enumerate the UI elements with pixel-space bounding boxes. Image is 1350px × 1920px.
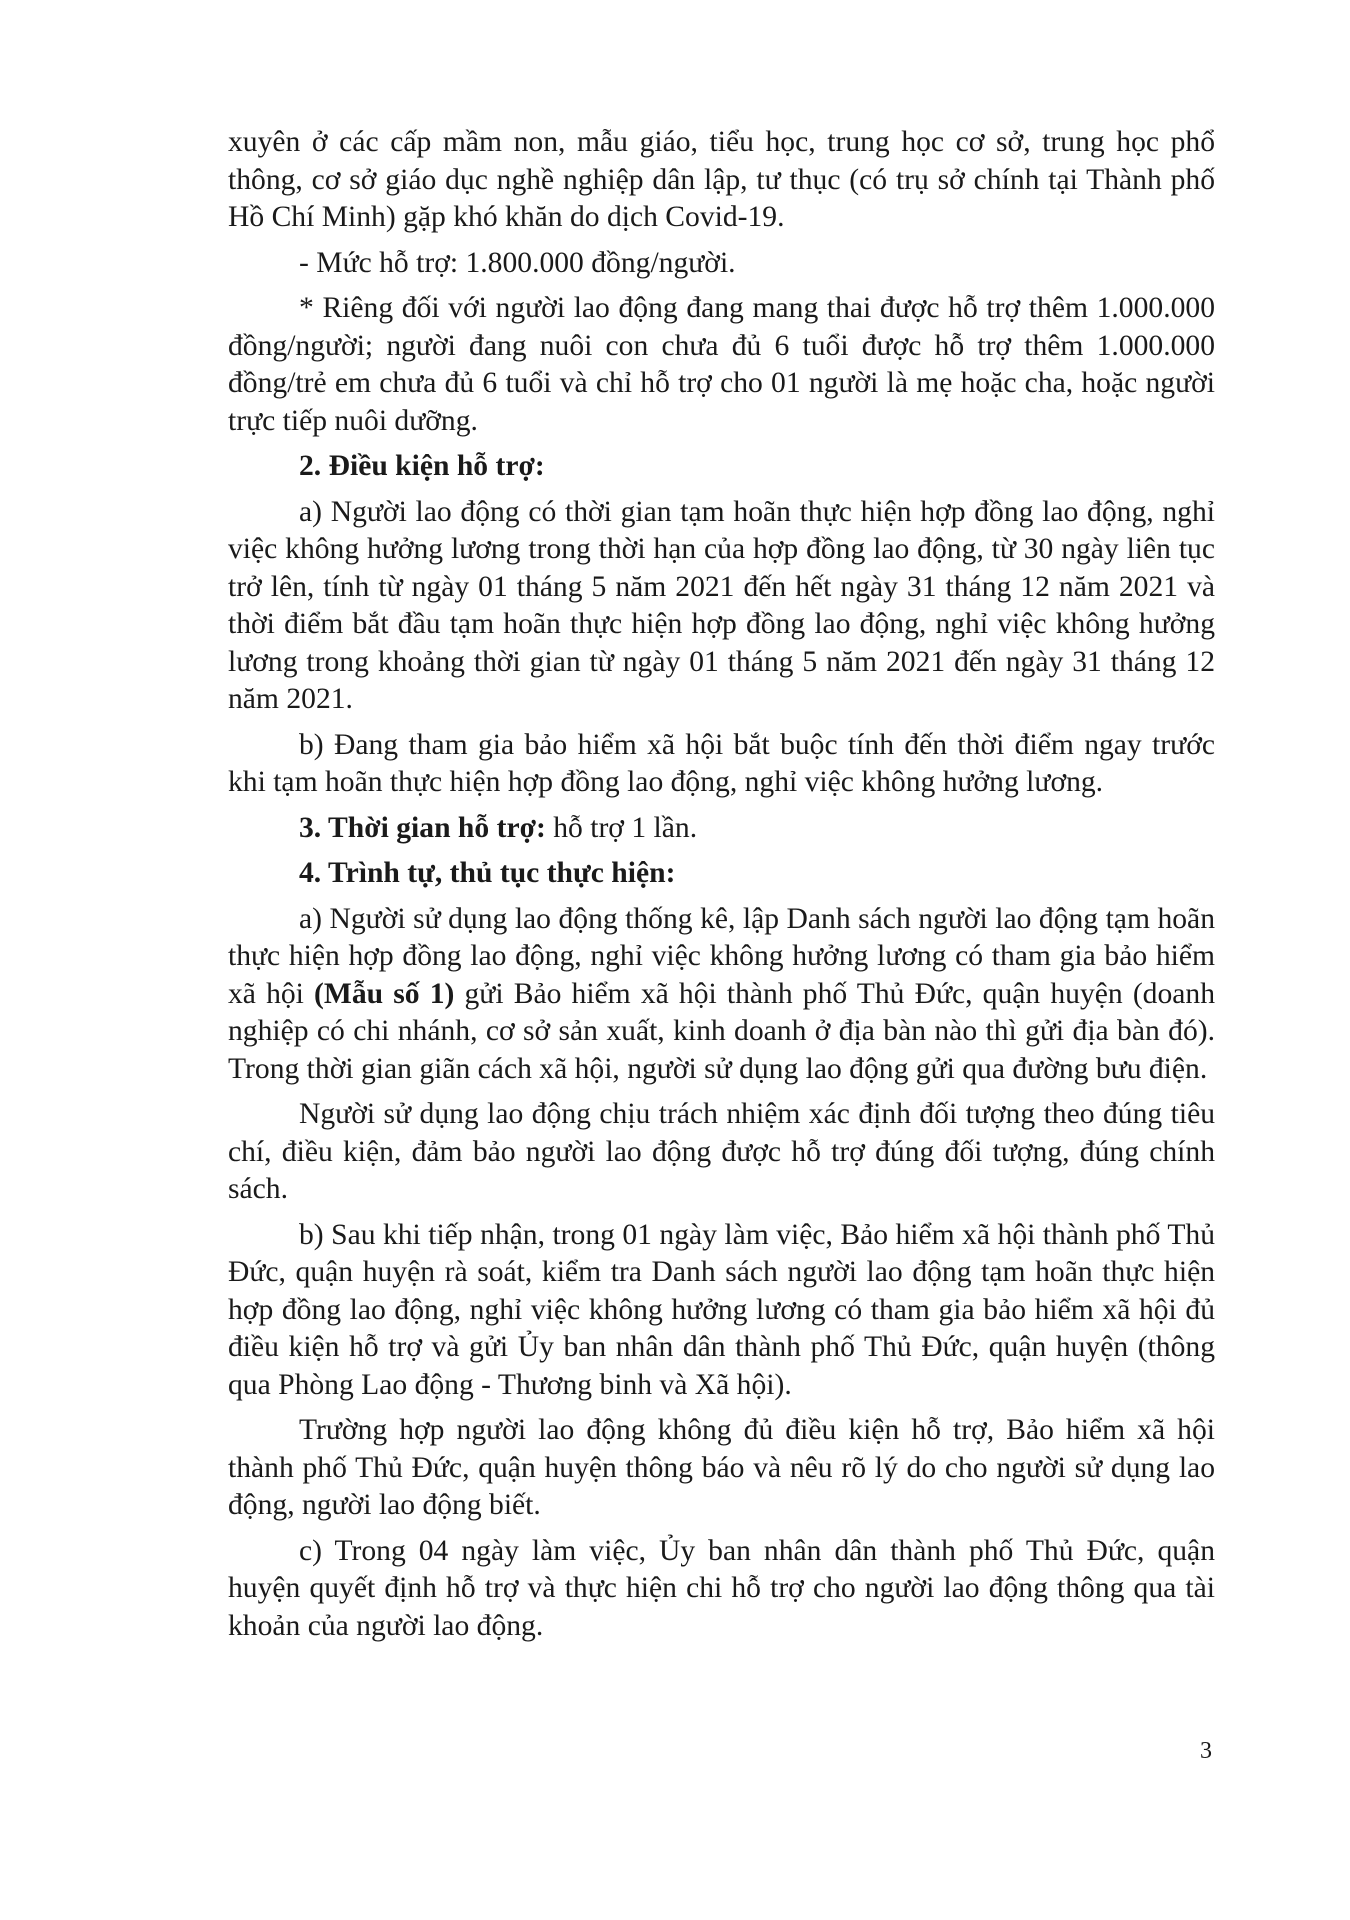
paragraph-condition-a: a) Người lao động có thời gian tạm hoãn thực hiện hợp đồng lao động, nghỉ việc không hưởng lương trong thời hạn của hợp đồng lao động, từ 30 ngày liên tục trở lên, tính từ ngày 01 tháng 5 năm 2021 đến hết ngày 31 tháng 12 năm 2021 và thời điểm bắt đầu tạm hoãn thực hiện hợp đồng lao động, nghỉ việc không hưởng lương trong khoảng thời gian từ ngày 01 tháng 5 năm 2021 đến ngày 31 tháng 12 năm 2021. xyxy=(228,495,1215,715)
heading-support-time-rest: hỗ trợ 1 lần. xyxy=(545,811,698,844)
paragraph-condition-b: b) Đang tham gia bảo hiểm xã hội bắt buộc tính đến thời điểm ngay trước khi tạm hoãn thực hiện hợp đồng lao động, nghỉ việc không hưởng lương. xyxy=(228,728,1215,798)
paragraph-employer-responsibility: Người sử dụng lao động chịu trách nhiệm xác định đối tượng theo đúng tiêu chí, điều kiện, đảm bảo người lao động được hỗ trợ đúng đối tượng, đúng chính sách. xyxy=(228,1098,1215,1205)
paragraph-procedure-a xyxy=(228,901,1215,1089)
paragraph-ineligible-case: Trường hợp người lao động không đủ điều kiện hỗ trợ, Bảo hiểm xã hội thành phố Thủ Đức, quận huyện thông báo và nêu rõ lý do cho người sử dụng lao động, người lao động biết. xyxy=(228,1414,1215,1521)
paragraph-procedure-b: b) Sau khi tiếp nhận, trong 01 ngày làm việc, Bảo hiểm xã hội thành phố Thủ Đức, quận huyện rà soát, kiểm tra Danh sách người lao động tạm hoãn thực hiện hợp đồng lao động, nghỉ việc không hưởng lương có tham gia bảo hiểm xã hội đủ điều kiện hỗ trợ và gửi Ủy ban nhân dân thành phố Thủ Đức, quận huyện (thông qua Phòng Lao động - Thương binh và Xã hội). xyxy=(228,1218,1215,1401)
page-number: 3 xyxy=(1200,1738,1212,1764)
paragraph-special-support: * Riêng đối với người lao động đang mang thai được hỗ trợ thêm 1.000.000 đồng/người; người đang nuôi con chưa đủ 6 tuổi được hỗ trợ thêm 1.000.000 đồng/trẻ em chưa đủ 6 tuổi và chỉ hỗ trợ cho 01 người là mẹ hoặc cha, hoặc người trực tiếp nuôi dưỡng. xyxy=(228,292,1215,437)
procedure-a-part1: a) Người sử dụng lao động thống kê, lập Danh sách người lao động tạm hoãn thực hiện hợp đồng lao động, nghỉ việc không hưởng lương có tham gia bảo hiểm xã hội xyxy=(228,902,1215,1010)
paragraph-procedure-c: c) Trong 04 ngày làm việc, Ủy ban nhân dân thành phố Thủ Đức, quận huyện quyết định hỗ trợ và thực hiện chi hỗ trợ cho người lao động thông qua tài khoản của người lao động. xyxy=(228,1534,1215,1642)
heading-conditions-text: 2. Điều kiện hỗ trợ: xyxy=(299,450,545,482)
heading-procedure xyxy=(228,855,1215,893)
paragraph-support-level: - Mức hỗ trợ: 1.800.000 đồng/người. xyxy=(299,246,736,279)
paragraph-continuation: xuyên ở các cấp mầm non, mẫu giáo, tiểu học, trung học cơ sở, trung học phổ thông, cơ sở giáo dục nghề nghiệp dân lập, tư thục (có trụ sở chính tại Thành phố Hồ Chí Minh) gặp khó khăn do dịch Covid-19. xyxy=(228,126,1215,233)
procedure-a-part2: gửi Bảo hiểm xã hội thành phố Thủ Đức, quận huyện (doanh nghiệp có chi nhánh, cơ sở sản xuất, kinh doanh ở địa bàn nào thì gửi địa bàn đó). Trong thời gian giãn cách xã hội, người sử dụng lao động gửi qua đường bưu điện. xyxy=(228,977,1216,1085)
heading-support-time-bold: 3. Thời gian hỗ trợ: xyxy=(299,811,546,844)
procedure-a-form-ref: (Mẫu số 1) xyxy=(314,977,455,1010)
heading-support-time xyxy=(228,810,1215,848)
heading-conditions xyxy=(228,448,1215,486)
heading-procedure-text: 4. Trình tự, thủ tục thực hiện: xyxy=(299,857,676,889)
